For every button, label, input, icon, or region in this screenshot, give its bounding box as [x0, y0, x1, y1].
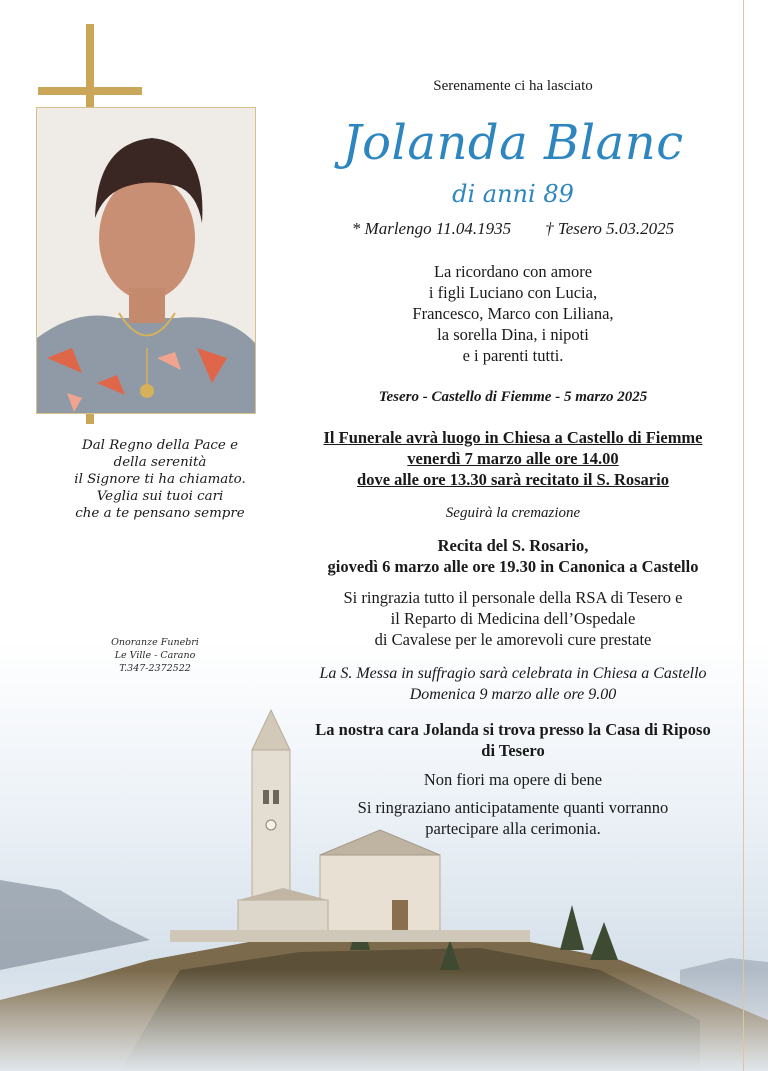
- agency-phone: T.347-2372522: [119, 663, 191, 674]
- death-date: † Tesero 5.03.2025: [545, 219, 675, 238]
- rosary-line: Recita del S. Rosario,: [437, 536, 589, 555]
- agency-name: Onoranze Funebri: [111, 637, 199, 648]
- rosary-line: giovedì 6 marzo alle ore 19.30 in Canonica a Castello: [327, 557, 699, 576]
- thanks-line: di Cavalese per le amorevoli cure prestate: [374, 630, 652, 649]
- funeral-info: [288, 427, 738, 490]
- funeral-line: dove alle ore 13.30 sarà recitato il S. Rosario: [357, 470, 669, 489]
- mass-line: Domenica 9 marzo alle ore 9.00: [409, 686, 617, 703]
- mass-info: [288, 663, 738, 705]
- mourners-line: e i parenti tutti.: [462, 346, 564, 365]
- deceased-name: Jolanda Blanc: [342, 115, 684, 171]
- poem-line: Dal Regno della Pace e: [81, 438, 239, 453]
- rest-line: La nostra cara Jolanda si trova presso la Casa di Riposo: [315, 720, 711, 739]
- right-border-line: [743, 0, 744, 1071]
- thanks-line: il Reparto di Medicina dell’Ospedale: [390, 609, 636, 628]
- poem-line: della serenità: [113, 455, 207, 470]
- funeral-line: Il Funerale avrà luogo in Chiesa a Castello di Fiemme: [323, 428, 703, 447]
- mourners-line: i figli Luciano con Lucia,: [428, 283, 598, 302]
- thanks-attendees: [288, 797, 738, 839]
- rest-line: di Tesero: [481, 741, 545, 760]
- intro-text: Serenamente ci ha lasciato: [433, 78, 593, 94]
- resting-place: [288, 719, 738, 761]
- mourners-line: la sorella Dina, i nipoti: [437, 325, 589, 344]
- poem-line: Veglia sui tuoi cari: [96, 489, 224, 504]
- place-and-date: Tesero - Castello di Fiemme - 5 marzo 2025: [378, 389, 648, 405]
- rosary-info: [288, 535, 738, 577]
- poem-line: che a te pensano sempre: [75, 506, 245, 521]
- mourners-list: [288, 261, 738, 366]
- thanks-staff: [288, 587, 738, 650]
- deceased-age: di anni 89: [452, 180, 574, 208]
- thanks-line: Si ringrazia tutto il personale della RSA di Tesero e: [343, 588, 683, 607]
- birth-death-dates: [288, 219, 738, 239]
- birth-date: * Marlengo 11.04.1935: [351, 219, 512, 238]
- no-flowers-note: Non fiori ma opere di bene: [423, 770, 603, 789]
- portrait-photo: [36, 107, 256, 414]
- poem-line: il Signore ti ha chiamato.: [74, 472, 246, 487]
- mourners-line: La ricordano con amore: [433, 262, 593, 281]
- memorial-poem: [40, 437, 280, 522]
- thanks2-line: Si ringraziano anticipatamente quanti vorranno: [357, 798, 669, 817]
- funeral-agency: [70, 636, 240, 675]
- funeral-line: venerdì 7 marzo alle ore 14.00: [407, 449, 619, 468]
- mass-line: La S. Messa in suffragio sarà celebrata in Chiesa a Castello: [319, 665, 707, 682]
- mourners-line: Francesco, Marco con Liliana,: [412, 304, 614, 323]
- agency-location: Le Ville - Carano: [114, 650, 196, 661]
- thanks2-line: partecipare alla cerimonia.: [425, 819, 601, 838]
- cross-icon-bar: [38, 87, 142, 95]
- cremation-note: Seguirà la cremazione: [445, 505, 581, 521]
